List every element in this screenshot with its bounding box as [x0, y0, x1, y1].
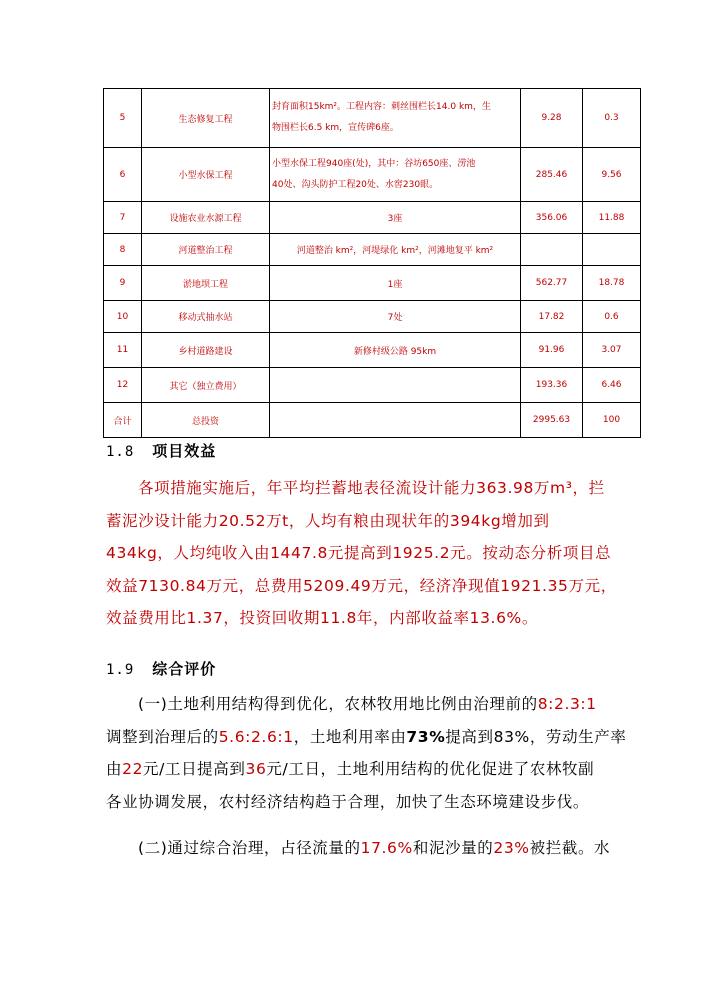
paragraph-line: 蓄泥沙设计能力20.52万t，人均有粮由现状年的394kg增加到 [106, 511, 550, 530]
project-name: 淤地坝工程 [142, 266, 270, 301]
amount: 17.82 [521, 301, 583, 333]
row-number: 7 [104, 202, 142, 234]
project-name: 移动式抽水站 [142, 301, 270, 333]
percentage: 100 [583, 403, 641, 438]
text-run: 调整到治理后的 [106, 727, 219, 746]
project-name: 乡村道路建设 [142, 333, 270, 368]
section-heading-1-8 [106, 440, 216, 461]
table-row [104, 202, 641, 234]
table-row [104, 89, 641, 148]
amount: 91.96 [521, 333, 583, 368]
table-row [104, 301, 641, 333]
content-line: 封育面积15km²。工程内容：刺丝围栏长14.0 km，生 [272, 102, 491, 112]
text-run: (二)通过综合治理，占径流量的 [138, 839, 361, 857]
paragraph-line: 各业协调发展，农村经济结构趋于合理，加快了生态环境建设步伐。 [106, 792, 590, 811]
row-number: 9 [104, 266, 142, 301]
project-content [270, 403, 521, 438]
paragraph-line: 效益7130.84万元，总费用5209.49万元，经济净现值1921.35万元， [106, 576, 617, 595]
project-content: 河道整治 km²，河堤绿化 km²，河滩地复平 km² [270, 234, 521, 266]
project-content: 7处 [270, 301, 521, 333]
project-name: 其它（独立费用） [142, 368, 270, 403]
project-name: 河道整治工程 [142, 234, 270, 266]
paragraph-line: 434kg，人均纯收入由1447.8元提高到1925.2元。按动态分析项目总 [106, 544, 612, 562]
amount: 562.77 [521, 266, 583, 301]
project-content: 3座 [270, 202, 521, 234]
percentage: 3.07 [583, 333, 641, 368]
table-row [104, 403, 641, 438]
percentage [583, 234, 641, 266]
text-run: 23% [493, 839, 530, 857]
project-name: 小型水保工程 [142, 148, 270, 202]
text-run: 73% [406, 727, 446, 746]
percentage: 11.88 [583, 202, 641, 234]
row-number: 10 [104, 301, 142, 333]
amount: 9.28 [521, 89, 583, 148]
evaluation-paragraph-2 [106, 832, 618, 865]
project-name: 设施农业水源工程 [142, 202, 270, 234]
project-content [270, 148, 521, 202]
percentage: 0.3 [583, 89, 641, 148]
project-content: 1座 [270, 266, 521, 301]
text-run: ，土地利用率由 [293, 727, 407, 746]
table-row [104, 368, 641, 403]
paragraph-line: 效益费用比1.37，投资回收期11.8年，内部收益率13.6%。 [106, 609, 538, 627]
amount [521, 234, 583, 266]
text-run: 22 [122, 760, 144, 778]
text-run: 被拦截。水 [529, 839, 611, 857]
text-run: 元/工日，土地利用结构的优化促进了农林牧副 [266, 760, 595, 778]
paragraph-line [106, 688, 618, 721]
investment-table [103, 88, 641, 438]
paragraph-line [106, 721, 627, 754]
table-row [104, 333, 641, 368]
text-run: 由 [106, 760, 123, 778]
row-number: 12 [104, 368, 142, 403]
text-run: (一)土地利用结构得到优化，农林牧用地比例由治理前的 [138, 695, 538, 713]
percentage: 18.78 [583, 266, 641, 301]
table-row [104, 266, 641, 301]
project-name: 总投资 [142, 403, 270, 438]
paragraph-line [106, 832, 618, 865]
content-line: 小型水保工程940座(处)，其中：谷坊650座、涝池 [272, 158, 476, 169]
row-number: 合计 [104, 403, 142, 438]
text-run: 提高到83%，劳动生产率 [445, 727, 627, 746]
table-row [104, 234, 641, 266]
section-number: 1.8 [106, 444, 135, 460]
table-row [104, 148, 641, 202]
text-run: 8:2.3:1 [537, 695, 597, 713]
paragraph-line [106, 753, 618, 786]
section-heading-1-9 [106, 658, 216, 679]
paragraph-line: 各项措施实施后，年平均拦蓄地表径流设计能力363.98万m³，拦 [138, 479, 605, 497]
content-line: 物围栏长6.5 km，宣传碑6座。 [272, 123, 399, 133]
project-content [270, 368, 521, 403]
evaluation-paragraph-1 [106, 688, 627, 818]
section-title: 项目效益 [152, 442, 217, 460]
text-run: 元/工日提高到 [143, 760, 246, 778]
amount: 285.46 [521, 148, 583, 202]
project-name: 生态修复工程 [142, 89, 270, 148]
row-number: 5 [104, 89, 142, 148]
row-number: 11 [104, 333, 142, 368]
amount: 356.06 [521, 202, 583, 234]
text-run: 17.6% [360, 839, 413, 857]
benefit-paragraph [106, 472, 618, 635]
section-title: 综合评价 [152, 660, 217, 678]
section-number: 1.9 [106, 662, 135, 678]
text-run: 36 [245, 760, 267, 778]
text-run: 5.6:2.6:1 [218, 727, 294, 746]
percentage: 0.6 [583, 301, 641, 333]
row-number: 8 [104, 234, 142, 266]
percentage: 9.56 [583, 148, 641, 202]
content-line: 40处、沟头防护工程20处、水窖230眼。 [272, 179, 439, 190]
amount: 2995.63 [521, 403, 583, 438]
project-content: 新修村级公路 95km [270, 333, 521, 368]
percentage: 6.46 [583, 368, 641, 403]
project-content [270, 89, 521, 148]
amount: 193.36 [521, 368, 583, 403]
text-run: 和泥沙量的 [412, 839, 494, 857]
row-number: 6 [104, 148, 142, 202]
